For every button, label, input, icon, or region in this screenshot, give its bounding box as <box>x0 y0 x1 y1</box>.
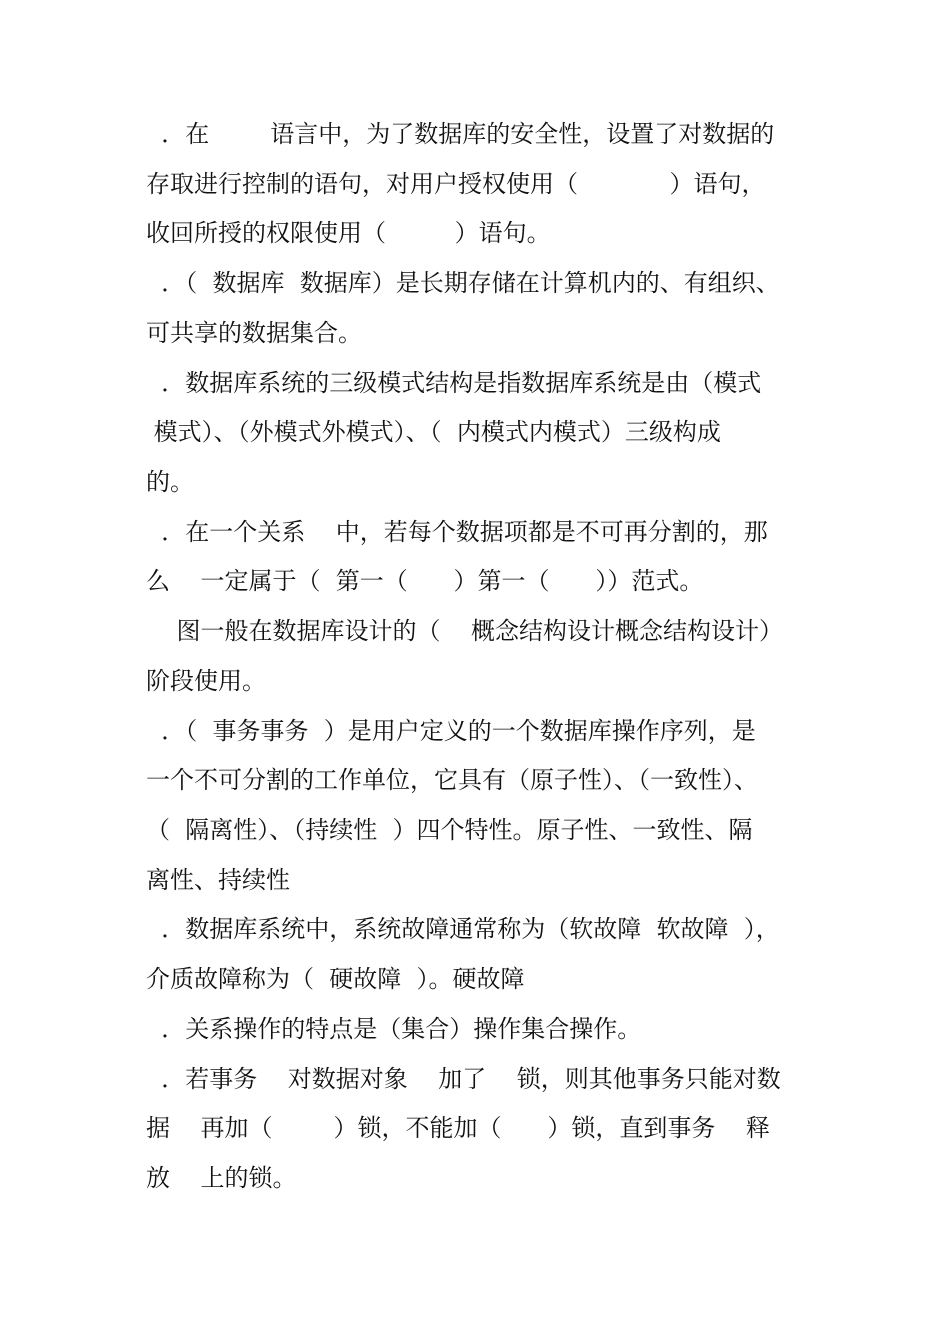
text-line: 模式）、（外模式外模式）、（ 内模式内模式）三级构成 <box>146 418 721 446</box>
text-line: ．（ 数据库 数据库）是长期存储在计算机内的、有组织、 <box>146 269 780 297</box>
text-line: ．数据库系统的三级模式结构是指数据库系统是由（模式 <box>146 369 762 397</box>
text-line: 据 再加（ ）锁，不能加（ ）锁，直到事务 释 <box>146 1114 770 1142</box>
text-line: ．数据库系统中，系统故障通常称为（软故障 软故障 ）， <box>146 915 780 943</box>
text-line: 阶段使用。 <box>146 667 266 695</box>
text-line: ．在 语言中，为了数据库的安全性，设置了对数据的 <box>146 120 775 148</box>
text-line: ．关系操作的特点是（集合）操作集合操作。 <box>146 1015 642 1043</box>
text-line: （ 隔离性）、（持续性 ）四个特性。原子性、一致性、隔 <box>146 816 753 844</box>
text-line: 介质故障称为（ 硬故障 ）。硬故障 <box>146 965 525 993</box>
text-line: 离性、持续性 <box>146 866 290 894</box>
text-line: 收回所授的权限使用（ ）语句。 <box>146 219 551 247</box>
text-line: 放 上的锁。 <box>146 1164 297 1192</box>
text-line: 一个不可分割的工作单位，它具有（原子性）、（一致性）、 <box>146 766 758 794</box>
text-line: 的。 <box>146 468 194 496</box>
text-line: 可共享的数据集合。 <box>146 319 362 347</box>
text-line: ．若事务 对数据对象 加了 锁，则其他事务只能对数 <box>146 1065 781 1093</box>
text-line: ．（ 事务事务 ）是用户定义的一个数据库操作序列，是 <box>146 717 756 745</box>
text-line: 图一般在数据库设计的（ 概念结构设计概念结构设计） <box>146 617 784 645</box>
text-line: 么 一定属于（ 第一（ ）第一（ ））范式。 <box>146 567 704 595</box>
text-line: 存取进行控制的语句，对用户授权使用（ ）语句， <box>146 170 766 198</box>
text-line: ．在一个关系 中，若每个数据项都是不可再分割的，那 <box>146 518 768 546</box>
